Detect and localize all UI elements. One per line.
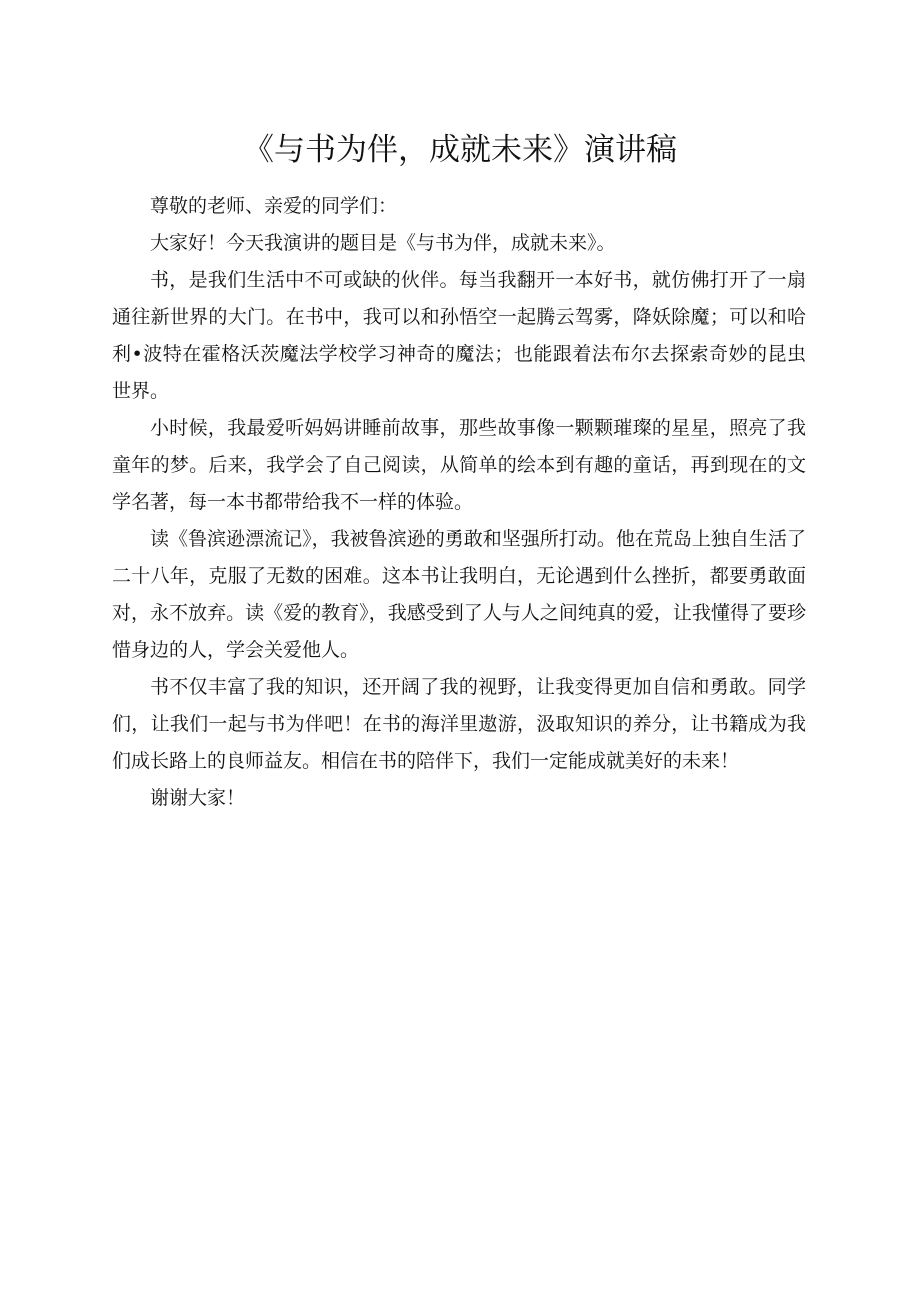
closing-paragraph: 谢谢大家！ [150, 787, 246, 809]
speech-body [112, 188, 806, 817]
page-title: 《与书为伴，成就未来》演讲稿 [243, 132, 677, 168]
opening-paragraph: 大家好！今天我演讲的题目是《与书为伴，成就未来》。 [150, 232, 616, 254]
greeting-paragraph: 尊敬的老师、亲爱的同学们： [150, 195, 398, 217]
body-paragraph: 小时候，我最爱听妈妈讲睡前故事，那些故事像一颗颗璀璨的星星，照亮了我童年的梦。后来，我学会了自己阅读，从简单的绘本到有趣的童话，再到现在的文学名著，每一本书都带给我不一样的体验。 [112, 417, 806, 513]
body-paragraph: 读《鲁滨逊漂流记》，我被鲁滨逊的勇敢和坚强所打动。他在荒岛上独自生活了二十八年，克服了无数的困难。这本书让我明白，无论遇到什么挫折，都要勇敢面对，永不放弃。读《爱的教育》，我感受到了人与人之间纯真的爱，让我懂得了要珍惜身边的人，学会关爱他人。 [112, 528, 806, 661]
body-paragraph: 书，是我们生活中不可或缺的伙伴。每当我翻开一本好书，就仿佛打开了一扇通往新世界的大门。在书中，我可以和孙悟空一起腾云驾雾，降妖除魔；可以和哈利•波特在霍格沃茨魔法学校学习神奇的魔法；也能跟着法布尔去探索奇妙的昆虫世界。 [112, 269, 806, 402]
body-paragraph: 书不仅丰富了我的知识，还开阔了我的视野，让我变得更加自信和勇敢。同学们，让我们一起与书为伴吧！在书的海洋里遨游，汲取知识的养分，让书籍成为我们成长路上的良师益友。相信在书的陪伴下，我们一定能成就美好的未来！ [112, 676, 806, 772]
